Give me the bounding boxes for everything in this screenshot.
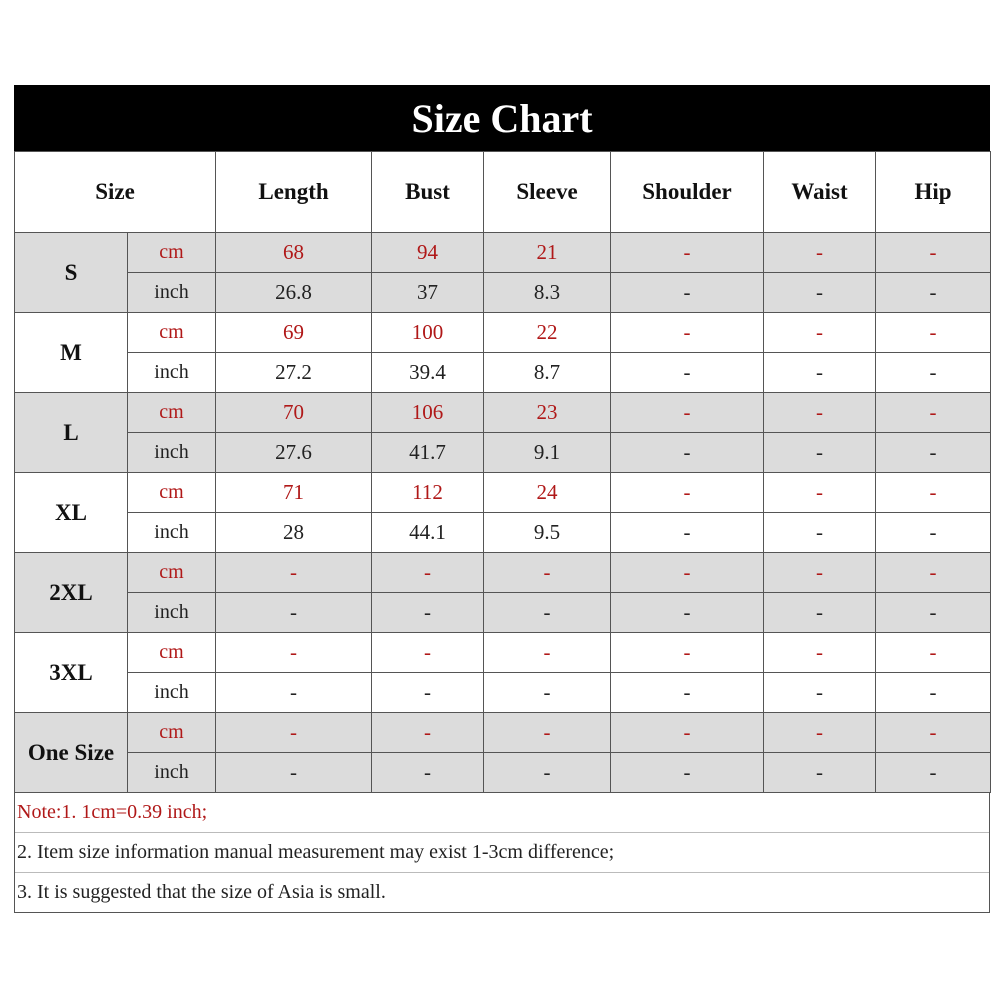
note-2: 2. Item size information manual measurement may exist 1-3cm difference;: [15, 832, 989, 872]
unit-label: inch: [128, 673, 216, 713]
size-label: XL: [15, 473, 128, 553]
size-label: M: [15, 313, 128, 393]
table-cell: -: [372, 553, 484, 593]
table-cell: -: [876, 393, 991, 433]
table-cell: 69: [216, 313, 372, 353]
table-cell: 37: [372, 273, 484, 313]
table-row: [15, 633, 991, 673]
table-row: [15, 273, 991, 313]
table-cell: 27.6: [216, 433, 372, 473]
table-cell: -: [611, 513, 764, 553]
table-row: [15, 713, 991, 753]
table-cell: -: [876, 513, 991, 553]
unit-label: cm: [128, 473, 216, 513]
table-cell: -: [764, 313, 876, 353]
table-cell: 112: [372, 473, 484, 513]
header-sleeve: Sleeve: [484, 152, 611, 233]
table-cell: -: [764, 353, 876, 393]
size-label: S: [15, 233, 128, 313]
table-cell: -: [876, 353, 991, 393]
table-cell: 8.7: [484, 353, 611, 393]
size-group: [15, 553, 991, 633]
table-cell: -: [484, 593, 611, 633]
header-row: [15, 152, 991, 233]
table-cell: 68: [216, 233, 372, 273]
size-group: [15, 393, 991, 473]
table-cell: -: [611, 713, 764, 753]
unit-label: cm: [128, 553, 216, 593]
table-cell: -: [611, 273, 764, 313]
table-cell: -: [876, 473, 991, 513]
table-cell: 39.4: [372, 353, 484, 393]
table-cell: 44.1: [372, 513, 484, 553]
table-cell: 41.7: [372, 433, 484, 473]
unit-label: cm: [128, 233, 216, 273]
table-cell: 94: [372, 233, 484, 273]
header-waist: Waist: [764, 152, 876, 233]
table-cell: -: [484, 673, 611, 713]
table-cell: -: [876, 553, 991, 593]
size-group: [15, 313, 991, 393]
table-cell: -: [216, 753, 372, 793]
size-label: L: [15, 393, 128, 473]
table-cell: -: [484, 553, 611, 593]
table-cell: 71: [216, 473, 372, 513]
table-cell: 100: [372, 313, 484, 353]
table-cell: -: [764, 553, 876, 593]
note-3: 3. It is suggested that the size of Asia is small.: [15, 872, 989, 912]
table-cell: -: [216, 713, 372, 753]
table-cell: -: [764, 513, 876, 553]
table-cell: -: [216, 633, 372, 673]
note-1: Note:1. 1cm=0.39 inch;: [17, 801, 208, 823]
table-cell: -: [876, 713, 991, 753]
table-cell: -: [611, 433, 764, 473]
chart-title: Size Chart: [14, 85, 990, 151]
table-cell: -: [764, 713, 876, 753]
unit-label: cm: [128, 633, 216, 673]
size-label: One Size: [15, 713, 128, 793]
unit-label: inch: [128, 273, 216, 313]
table-row: [15, 473, 991, 513]
table-row: [15, 753, 991, 793]
header-hip: Hip: [876, 152, 991, 233]
table-cell: -: [876, 633, 991, 673]
table-cell: -: [876, 273, 991, 313]
table-cell: -: [764, 473, 876, 513]
table-cell: -: [876, 673, 991, 713]
table-row: [15, 313, 991, 353]
table-row: [15, 513, 991, 553]
table-cell: -: [611, 673, 764, 713]
table-row: [15, 353, 991, 393]
table-row: [15, 433, 991, 473]
table-cell: -: [764, 393, 876, 433]
table-cell: 9.5: [484, 513, 611, 553]
header-shoulder: Shoulder: [611, 152, 764, 233]
table-cell: -: [764, 673, 876, 713]
size-group: [15, 713, 991, 793]
size-label: 2XL: [15, 553, 128, 633]
unit-label: inch: [128, 753, 216, 793]
table-row: [15, 233, 991, 273]
table-cell: -: [764, 273, 876, 313]
table-cell: -: [372, 633, 484, 673]
table-cell: 27.2: [216, 353, 372, 393]
table-cell: -: [372, 593, 484, 633]
table-cell: -: [764, 433, 876, 473]
table-cell: -: [611, 313, 764, 353]
table-cell: 22: [484, 313, 611, 353]
header-length: Length: [216, 152, 372, 233]
table-cell: -: [611, 633, 764, 673]
unit-label: inch: [128, 433, 216, 473]
table-cell: -: [876, 433, 991, 473]
table-cell: -: [764, 633, 876, 673]
table-cell: 21: [484, 233, 611, 273]
size-group: [15, 233, 991, 313]
table-cell: -: [764, 593, 876, 633]
table-cell: -: [611, 393, 764, 433]
header-size: Size: [15, 152, 216, 233]
unit-label: cm: [128, 313, 216, 353]
table-cell: 23: [484, 393, 611, 433]
table-cell: 106: [372, 393, 484, 433]
table-cell: -: [372, 673, 484, 713]
table-cell: 8.3: [484, 273, 611, 313]
table-cell: -: [764, 233, 876, 273]
table-cell: 26.8: [216, 273, 372, 313]
table-cell: -: [484, 713, 611, 753]
size-group: [15, 473, 991, 553]
table-cell: -: [764, 753, 876, 793]
table-row: [15, 673, 991, 713]
table-cell: -: [611, 233, 764, 273]
unit-label: cm: [128, 393, 216, 433]
size-chart: [14, 85, 990, 913]
table-cell: -: [876, 753, 991, 793]
table-cell: -: [611, 353, 764, 393]
table-cell: -: [876, 313, 991, 353]
table-cell: -: [484, 753, 611, 793]
size-group: [15, 633, 991, 713]
table-row: [15, 553, 991, 593]
table-cell: -: [216, 593, 372, 633]
table-cell: -: [216, 673, 372, 713]
table-cell: -: [611, 753, 764, 793]
table-cell: -: [876, 593, 991, 633]
size-label: 3XL: [15, 633, 128, 713]
unit-label: inch: [128, 513, 216, 553]
table-row: [15, 593, 991, 633]
table-cell: 9.1: [484, 433, 611, 473]
size-table: [14, 151, 991, 793]
table-row: [15, 393, 991, 433]
table-cell: -: [372, 753, 484, 793]
table-cell: -: [611, 473, 764, 513]
table-cell: 70: [216, 393, 372, 433]
unit-label: cm: [128, 713, 216, 753]
table-cell: -: [484, 633, 611, 673]
table-cell: -: [216, 553, 372, 593]
table-cell: 28: [216, 513, 372, 553]
header-bust: Bust: [372, 152, 484, 233]
unit-label: inch: [128, 353, 216, 393]
table-cell: -: [611, 553, 764, 593]
table-cell: -: [611, 593, 764, 633]
table-cell: 24: [484, 473, 611, 513]
notes: [14, 793, 990, 913]
table-cell: -: [876, 233, 991, 273]
table-cell: -: [372, 713, 484, 753]
unit-label: inch: [128, 593, 216, 633]
